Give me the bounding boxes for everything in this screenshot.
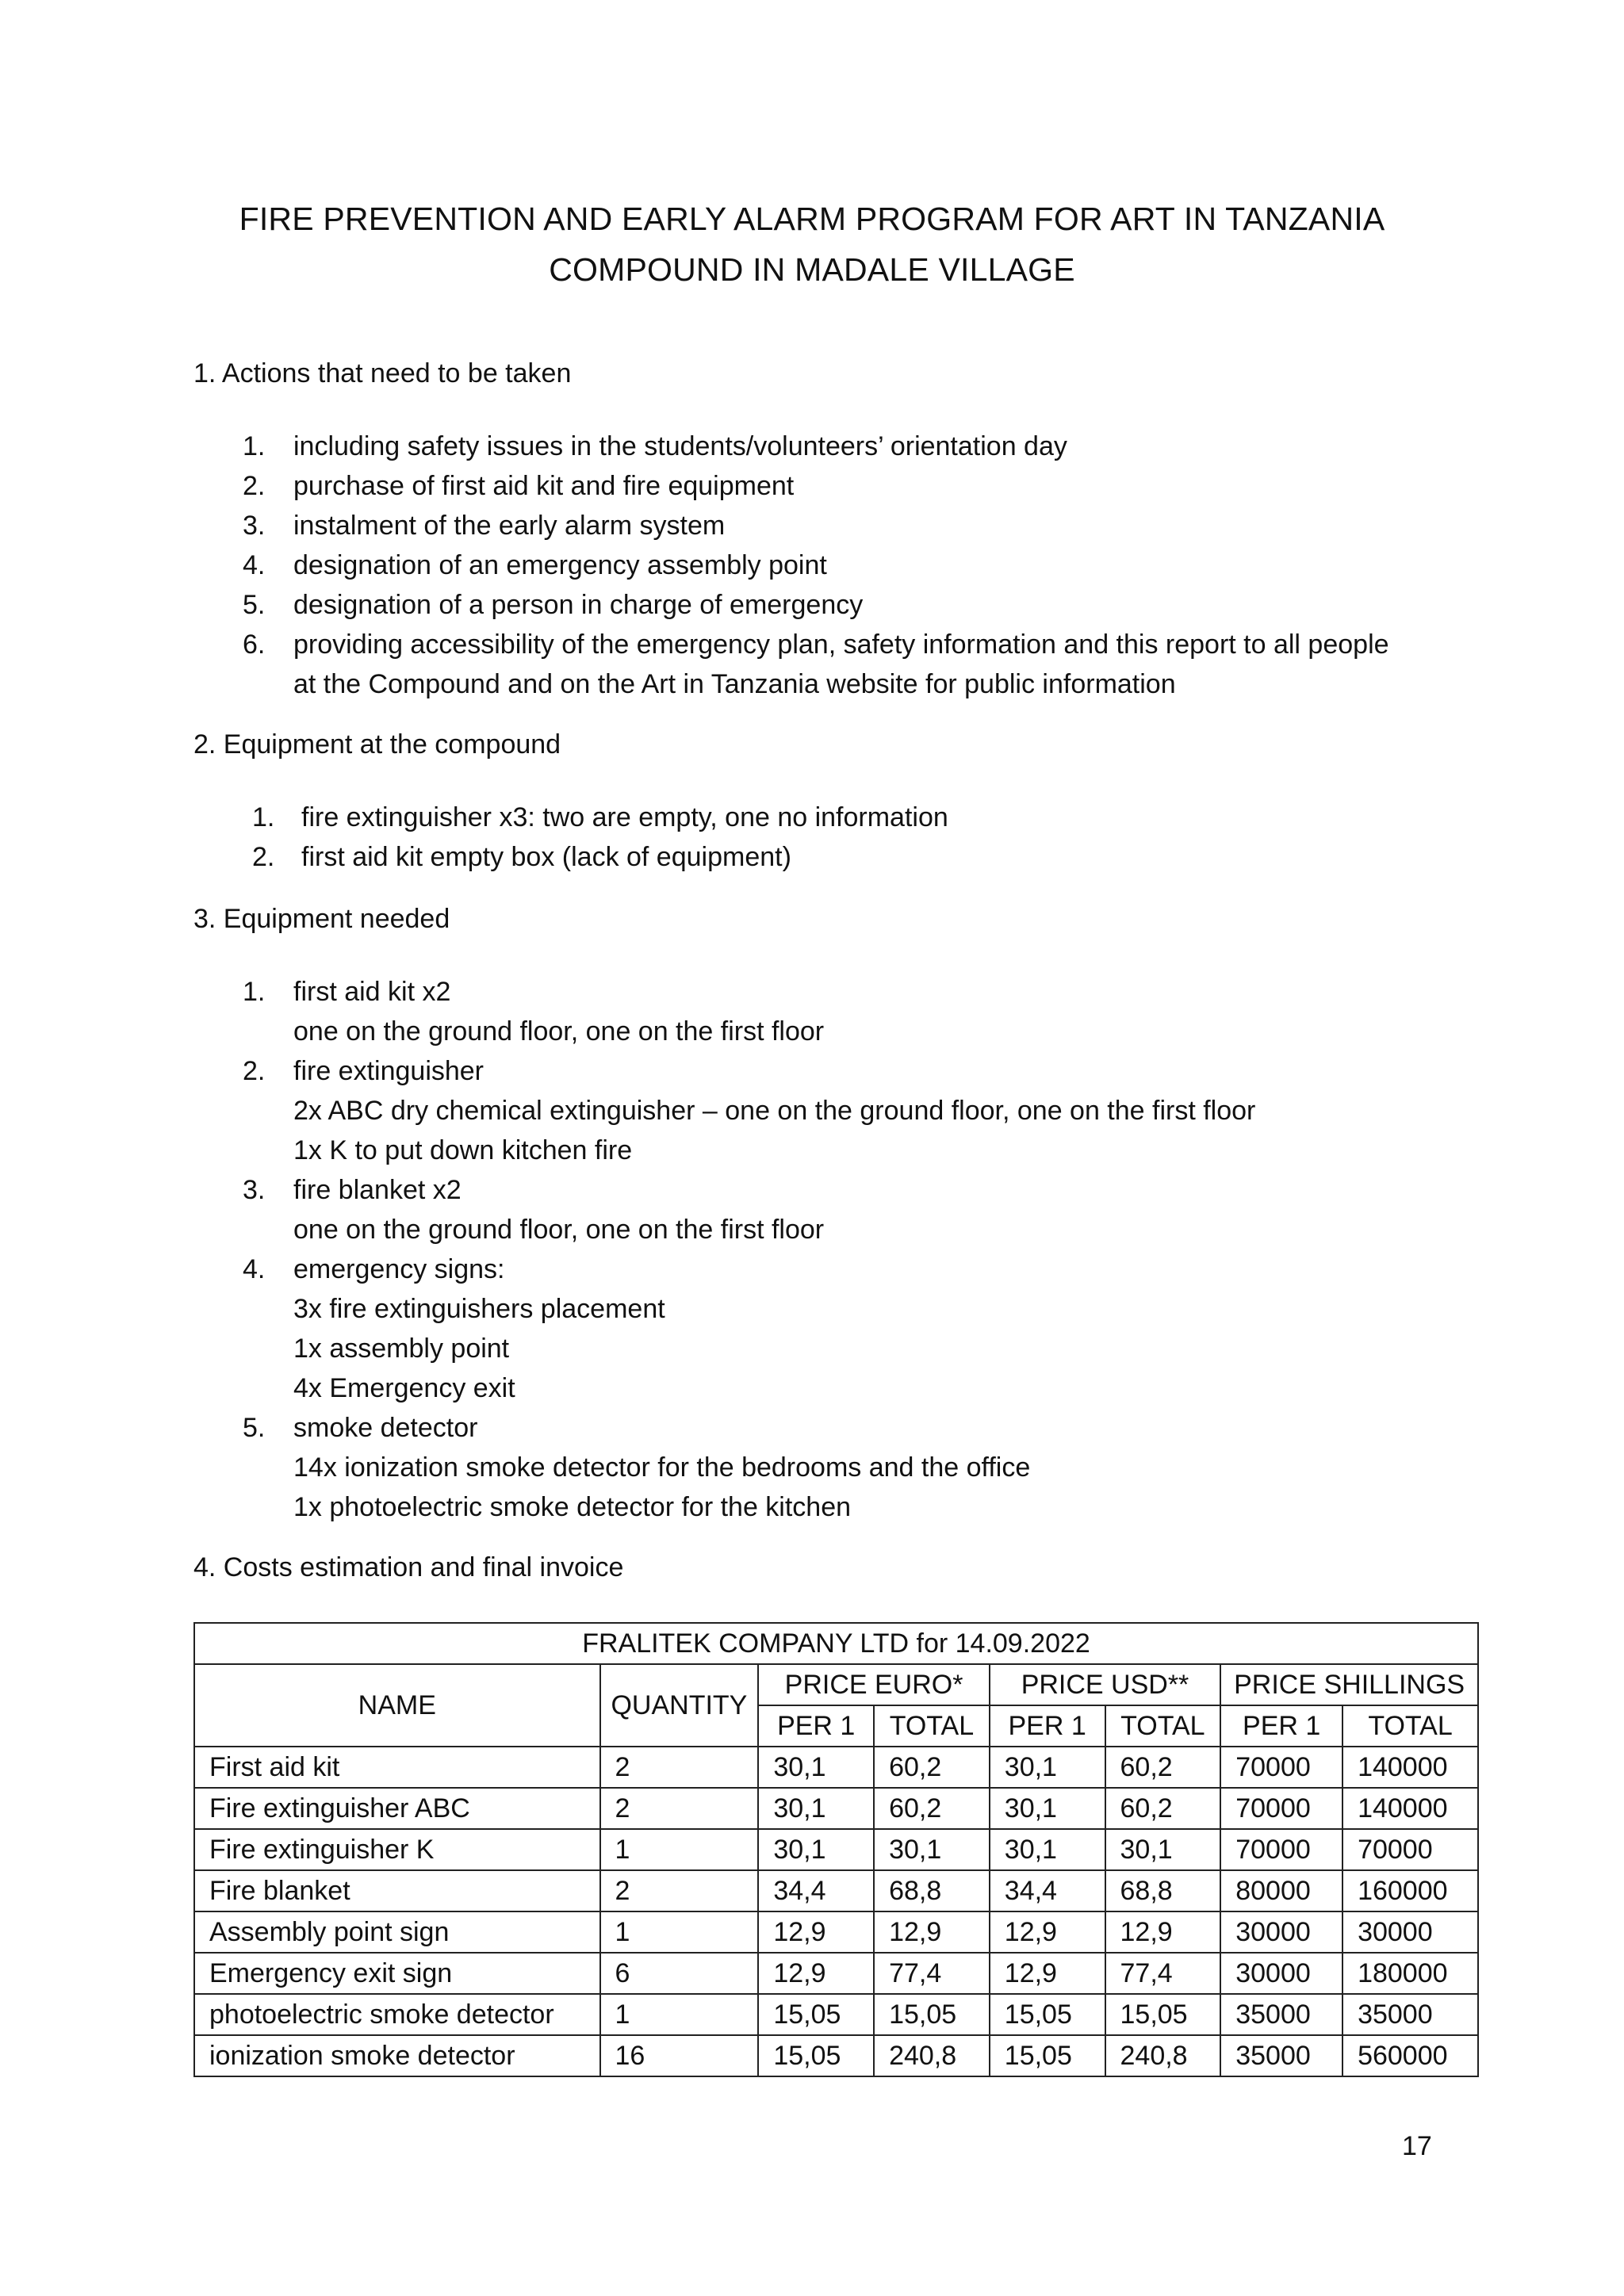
cell-shillings-total: 180000 (1342, 1953, 1478, 1994)
cell-name: Fire blanket (194, 1870, 600, 1911)
list-item-detail: 1x assembly point (293, 1334, 510, 1364)
cell-quantity: 1 (600, 1829, 759, 1870)
header-price-shillings: PRICE SHILLINGS (1220, 1664, 1478, 1705)
cell-usd-total: 77,4 (1105, 1953, 1221, 1994)
cell-euro-total: 12,9 (874, 1911, 990, 1953)
cell-shillings-total: 140000 (1342, 1747, 1478, 1788)
list-item (238, 798, 1507, 837)
list-item-text: designation of an emergency assembly point (293, 550, 827, 580)
list-item-number: 3. (243, 511, 266, 541)
list-item (238, 1249, 1507, 1408)
list-item-detail: 3x fire extinguishers placement (293, 1294, 665, 1324)
table-row (194, 1953, 1478, 1994)
list-item (238, 585, 1507, 625)
list-item-text: fire blanket x2 (293, 1175, 462, 1205)
cell-euro-per1: 30,1 (758, 1829, 874, 1870)
cell-euro-total: 240,8 (874, 2035, 990, 2076)
list-item-text: smoke detector (293, 1413, 478, 1443)
list-item-number: 4. (243, 1254, 266, 1284)
header-price-euro: PRICE EURO* (758, 1664, 989, 1705)
header-quantity: QUANTITY (600, 1664, 759, 1747)
list-item-text: first aid kit x2 (293, 977, 451, 1007)
cell-name: Fire extinguisher K (194, 1829, 600, 1870)
list-item-number: 2. (243, 1056, 266, 1086)
list-item-text: purchase of first aid kit and fire equipment (293, 471, 795, 501)
list-item (238, 625, 1507, 704)
cell-usd-per1: 30,1 (990, 1747, 1105, 1788)
cost-table-body (194, 1747, 1478, 2076)
cell-euro-total: 15,05 (874, 1994, 990, 2035)
list-item-detail: one on the ground floor, one on the first floor (293, 1215, 825, 1245)
cell-usd-total: 12,9 (1105, 1911, 1221, 1953)
cell-shillings-total: 560000 (1342, 2035, 1478, 2076)
cell-shillings-per1: 70000 (1220, 1788, 1342, 1829)
cell-name: Assembly point sign (194, 1911, 600, 1953)
cell-euro-per1: 34,4 (758, 1870, 874, 1911)
cell-usd-total: 68,8 (1105, 1870, 1221, 1911)
table-row (194, 1788, 1478, 1829)
table-row (194, 1994, 1478, 2035)
cell-quantity: 6 (600, 1953, 759, 1994)
list-item-text-continued: at the Compound and on the Art in Tanzania website for public information (293, 669, 1176, 699)
list-item-number: 1. (243, 977, 266, 1007)
cell-usd-per1: 15,05 (990, 2035, 1105, 2076)
table-header-row (194, 1664, 1478, 1705)
cell-usd-per1: 15,05 (990, 1994, 1105, 2035)
list-item-detail: 1x K to put down kitchen fire (293, 1135, 633, 1165)
cell-name: Emergency exit sign (194, 1953, 600, 1994)
cell-usd-total: 60,2 (1105, 1747, 1221, 1788)
cell-usd-total: 60,2 (1105, 1788, 1221, 1829)
section-heading-costs: 4. Costs estimation and final invoice (193, 1552, 624, 1582)
title-line-1: FIRE PREVENTION AND EARLY ALARM PROGRAM FOR ART IN TANZANIA (239, 201, 1385, 237)
cell-shillings-total: 30000 (1342, 1911, 1478, 1953)
list-item-detail: 4x Emergency exit (293, 1373, 515, 1403)
list-item (238, 545, 1507, 585)
actions-list (238, 427, 1507, 704)
list-item-text: emergency signs: (293, 1254, 505, 1284)
table-row (194, 1911, 1478, 1953)
list-item-detail: 1x photoelectric smoke detector for the kitchen (293, 1492, 852, 1522)
cell-quantity: 2 (600, 1788, 759, 1829)
list-item (238, 1051, 1507, 1170)
list-item (238, 837, 1507, 877)
cell-name: First aid kit (194, 1747, 600, 1788)
cell-shillings-total: 160000 (1342, 1870, 1478, 1911)
section-heading-equipment-at-compound: 2. Equipment at the compound (193, 729, 561, 760)
list-item (238, 1408, 1507, 1527)
cell-shillings-total: 70000 (1342, 1829, 1478, 1870)
table-caption-row (194, 1623, 1478, 1664)
list-item-text: designation of a person in charge of emergency (293, 590, 864, 620)
cell-shillings-per1: 80000 (1220, 1870, 1342, 1911)
cell-usd-per1: 30,1 (990, 1788, 1105, 1829)
cell-shillings-per1: 35000 (1220, 2035, 1342, 2076)
cell-euro-per1: 15,05 (758, 2035, 874, 2076)
list-item-number: 4. (243, 550, 266, 580)
cell-usd-per1: 34,4 (990, 1870, 1105, 1911)
cell-euro-per1: 30,1 (758, 1788, 874, 1829)
header-price-usd: PRICE USD** (990, 1664, 1220, 1705)
list-item-text: instalment of the early alarm system (293, 511, 726, 541)
cost-table (193, 1622, 1479, 2077)
list-item-text: first aid kit empty box (lack of equipment) (301, 842, 791, 872)
cell-shillings-total: 140000 (1342, 1788, 1478, 1829)
cell-shillings-per1: 30000 (1220, 1953, 1342, 1994)
cell-euro-per1: 12,9 (758, 1953, 874, 1994)
cell-name: ionization smoke detector (194, 2035, 600, 2076)
table-row (194, 1747, 1478, 1788)
list-item-detail: 2x ABC dry chemical extinguisher – one on the ground floor, one on the first floor (293, 1096, 1256, 1126)
list-item (238, 466, 1507, 506)
cell-quantity: 2 (600, 1870, 759, 1911)
cell-usd-per1: 12,9 (990, 1911, 1105, 1953)
cell-euro-total: 60,2 (874, 1747, 990, 1788)
table-row (194, 2035, 1478, 2076)
list-item (238, 506, 1507, 545)
cell-quantity: 2 (600, 1747, 759, 1788)
cell-euro-per1: 12,9 (758, 1911, 874, 1953)
cell-euro-total: 60,2 (874, 1788, 990, 1829)
list-item-number: 1. (243, 431, 266, 461)
cell-shillings-per1: 70000 (1220, 1747, 1342, 1788)
list-item (238, 427, 1507, 466)
table-row (194, 1829, 1478, 1870)
page-title (0, 193, 1624, 295)
cell-name: Fire extinguisher ABC (194, 1788, 600, 1829)
cell-shillings-per1: 30000 (1220, 1911, 1342, 1953)
page-number: 17 (1402, 2131, 1432, 2161)
list-item-number: 2. (243, 471, 266, 501)
cell-usd-total: 15,05 (1105, 1994, 1221, 2035)
list-item-number: 3. (243, 1175, 266, 1205)
list-item-text: fire extinguisher (293, 1056, 485, 1086)
list-item-number: 5. (243, 590, 266, 620)
header-total: TOTAL (874, 1705, 990, 1747)
list-item-number: 1. (252, 802, 275, 832)
header-total: TOTAL (1105, 1705, 1221, 1747)
header-total: TOTAL (1342, 1705, 1478, 1747)
equipment-needed-list (238, 972, 1507, 1527)
list-item-detail: one on the ground floor, one on the first floor (293, 1016, 825, 1047)
header-per1: PER 1 (758, 1705, 874, 1747)
list-item-number: 2. (252, 842, 275, 872)
cell-euro-total: 68,8 (874, 1870, 990, 1911)
cell-usd-per1: 30,1 (990, 1829, 1105, 1870)
cell-name: photoelectric smoke detector (194, 1994, 600, 2035)
list-item-detail: 14x ionization smoke detector for the bedrooms and the office (293, 1452, 1031, 1483)
table-row (194, 1870, 1478, 1911)
cell-quantity: 16 (600, 2035, 759, 2076)
section-heading-actions: 1. Actions that need to be taken (193, 358, 572, 388)
list-item-number: 6. (243, 629, 266, 660)
list-item-text: providing accessibility of the emergency plan, safety information and this report to all people (293, 629, 1389, 660)
section-heading-equipment-needed: 3. Equipment needed (193, 904, 450, 934)
cell-shillings-total: 35000 (1342, 1994, 1478, 2035)
cell-shillings-per1: 35000 (1220, 1994, 1342, 2035)
title-line-2: COMPOUND IN MADALE VILLAGE (549, 251, 1075, 288)
cell-euro-per1: 15,05 (758, 1994, 874, 2035)
header-per1: PER 1 (990, 1705, 1105, 1747)
cell-euro-total: 30,1 (874, 1829, 990, 1870)
list-item-text: fire extinguisher x3: two are empty, one no information (301, 802, 948, 832)
list-item-text: including safety issues in the students/volunteers’ orientation day (293, 431, 1067, 461)
header-name: NAME (194, 1664, 600, 1747)
list-item (238, 1170, 1507, 1249)
cell-quantity: 1 (600, 1911, 759, 1953)
table-caption: FRALITEK COMPANY LTD for 14.09.2022 (194, 1623, 1478, 1664)
cell-usd-total: 30,1 (1105, 1829, 1221, 1870)
cell-usd-per1: 12,9 (990, 1953, 1105, 1994)
cell-shillings-per1: 70000 (1220, 1829, 1342, 1870)
cell-euro-total: 77,4 (874, 1953, 990, 1994)
cell-usd-total: 240,8 (1105, 2035, 1221, 2076)
header-per1: PER 1 (1220, 1705, 1342, 1747)
list-item-number: 5. (243, 1413, 266, 1443)
equipment-at-compound-list (238, 798, 1507, 877)
list-item (238, 972, 1507, 1051)
cell-euro-per1: 30,1 (758, 1747, 874, 1788)
cell-quantity: 1 (600, 1994, 759, 2035)
